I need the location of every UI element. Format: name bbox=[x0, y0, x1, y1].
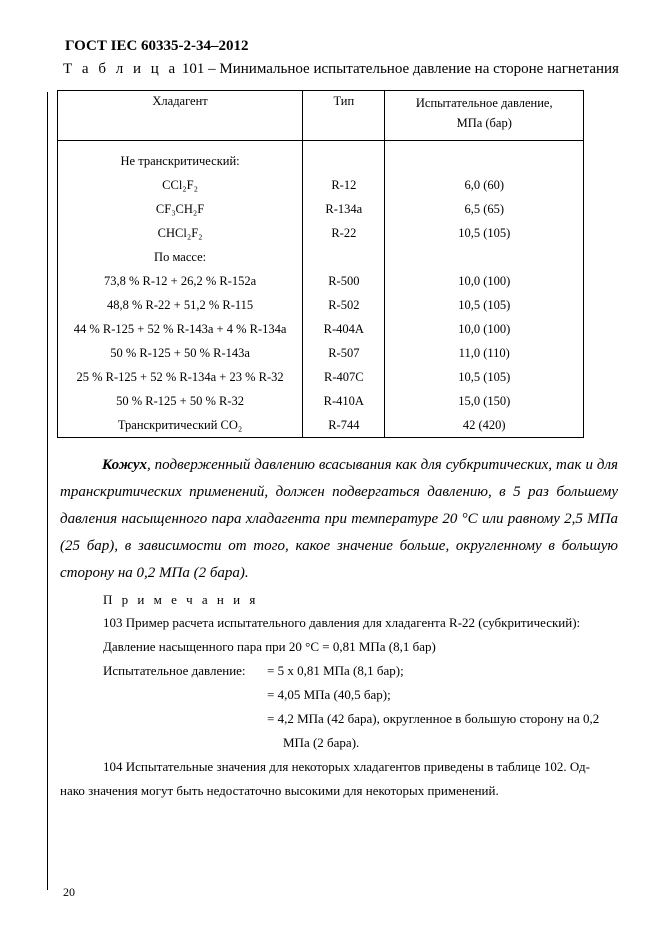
note-103-label: Испытательное давление: bbox=[103, 663, 246, 678]
cell-type: R-22 bbox=[303, 221, 385, 245]
cell-type: R-502 bbox=[303, 293, 385, 317]
header-type: Тип bbox=[303, 91, 385, 141]
note-103-calc2: = 4,05 МПа (40,5 бар); bbox=[267, 687, 391, 702]
cell-type: R-410A bbox=[303, 389, 385, 413]
table-caption-label: Т а б л и ц а bbox=[63, 61, 179, 77]
table-row bbox=[58, 269, 584, 293]
cell-pressure: 6,5 (65) bbox=[385, 197, 584, 221]
cell-pressure bbox=[385, 149, 584, 173]
page-number: 20 bbox=[63, 885, 75, 899]
cell-pressure: 11,0 (110) bbox=[385, 341, 584, 365]
note-103-line2: Давление насыщенного пара при 20 °С = 0,81 МПа (8,1 бар) bbox=[103, 639, 436, 654]
requirement-paragraph bbox=[60, 452, 618, 587]
cell-pressure: 10,0 (100) bbox=[385, 269, 584, 293]
cell-type: R-407C bbox=[303, 365, 385, 389]
cell-refrigerant: Транскритический CO₂ bbox=[58, 413, 303, 438]
table-row bbox=[58, 365, 584, 389]
cell-refrigerant: По массе: bbox=[58, 245, 303, 269]
cell-pressure: 15,0 (150) bbox=[385, 389, 584, 413]
cell-refrigerant: CF₃CH₂F bbox=[58, 197, 303, 221]
cell-pressure: 6,0 (60) bbox=[385, 173, 584, 197]
cell-type bbox=[303, 149, 385, 173]
cell-type: R-134a bbox=[303, 197, 385, 221]
table-caption bbox=[63, 61, 619, 78]
cell-refrigerant: 48,8 % R-22 + 51,2 % R-115 bbox=[58, 293, 303, 317]
header-refrigerant: Хладагент bbox=[58, 91, 303, 141]
cell-type bbox=[303, 245, 385, 269]
header-pressure bbox=[385, 91, 584, 141]
table-row bbox=[58, 245, 584, 269]
cell-pressure: 10,5 (105) bbox=[385, 293, 584, 317]
requirement-text: , подверженный давлению всасывания как для субкритических, так и для транскритических применений, должен подвергаться давлению, в 5 раз большему давления насыщенного пара хладагента при температуре 20 °С или равному 2,5 МПа (25 бар), в зависимости от того, какое значение больше, округленному в большую сторону на 0,2 МПа (2 бара). bbox=[60, 457, 618, 581]
table-row bbox=[58, 413, 584, 438]
table-row bbox=[58, 173, 584, 197]
cell-type: R-404A bbox=[303, 317, 385, 341]
cell-refrigerant: 44 % R-125 + 52 % R-143a + 4 % R-134a bbox=[58, 317, 303, 341]
cell-type: R-744 bbox=[303, 413, 385, 438]
table-row bbox=[58, 221, 584, 245]
cell-pressure: 10,5 (105) bbox=[385, 221, 584, 245]
header-pressure-line1: Испытательное давление, bbox=[415, 96, 553, 110]
note-103-calc3b: МПа (2 бара). bbox=[283, 735, 360, 750]
table-row bbox=[58, 197, 584, 221]
note-104-line1: 104 Испытательные значения для некоторых хладагентов приведены в таблице 102. Од- bbox=[103, 759, 590, 774]
cell-type: R-507 bbox=[303, 341, 385, 365]
note-103-calc3: = 4,2 МПа (42 бара), округленное в большую сторону на 0,2 bbox=[267, 711, 600, 726]
notes-heading: П р и м е ч а н и я bbox=[103, 592, 259, 607]
cell-refrigerant: CHCl₂F₂ bbox=[58, 221, 303, 245]
cell-refrigerant: 50 % R-125 + 50 % R-32 bbox=[58, 389, 303, 413]
table-row bbox=[58, 149, 584, 173]
standard-title: ГОСТ IEC 60335-2-34–2012 bbox=[65, 38, 249, 54]
cell-pressure: 10,0 (100) bbox=[385, 317, 584, 341]
note-103-calc1: = 5 х 0,81 МПа (8,1 бар); bbox=[267, 663, 404, 678]
table-row bbox=[58, 293, 584, 317]
table-caption-title: 101 – Минимальное испытательное давление на стороне нагнетания bbox=[181, 61, 619, 77]
table-row bbox=[58, 317, 584, 341]
note-104-line2: нако значения могут быть недостаточно высокими для некоторых применений. bbox=[60, 783, 499, 798]
page-margin-rule bbox=[47, 92, 48, 890]
requirement-term: Кожух bbox=[102, 457, 147, 473]
cell-pressure bbox=[385, 245, 584, 269]
table-row bbox=[58, 389, 584, 413]
cell-refrigerant: Не транскритический: bbox=[58, 149, 303, 173]
cell-refrigerant: CCl₂F₂ bbox=[58, 173, 303, 197]
cell-pressure: 42 (420) bbox=[385, 413, 584, 438]
cell-refrigerant: 25 % R-125 + 52 % R-134a + 23 % R-32 bbox=[58, 365, 303, 389]
note-103-line1: 103 Пример расчета испытательного давления для хладагента R-22 (субкритический): bbox=[103, 615, 581, 630]
cell-pressure: 10,5 (105) bbox=[385, 365, 584, 389]
refrigerant-table bbox=[57, 90, 584, 438]
header-pressure-line2: МПа (бар) bbox=[456, 116, 512, 130]
cell-type: R-500 bbox=[303, 269, 385, 293]
cell-refrigerant: 73,8 % R-12 + 26,2 % R-152a bbox=[58, 269, 303, 293]
cell-type: R-12 bbox=[303, 173, 385, 197]
table-row bbox=[58, 341, 584, 365]
cell-refrigerant: 50 % R-125 + 50 % R-143a bbox=[58, 341, 303, 365]
